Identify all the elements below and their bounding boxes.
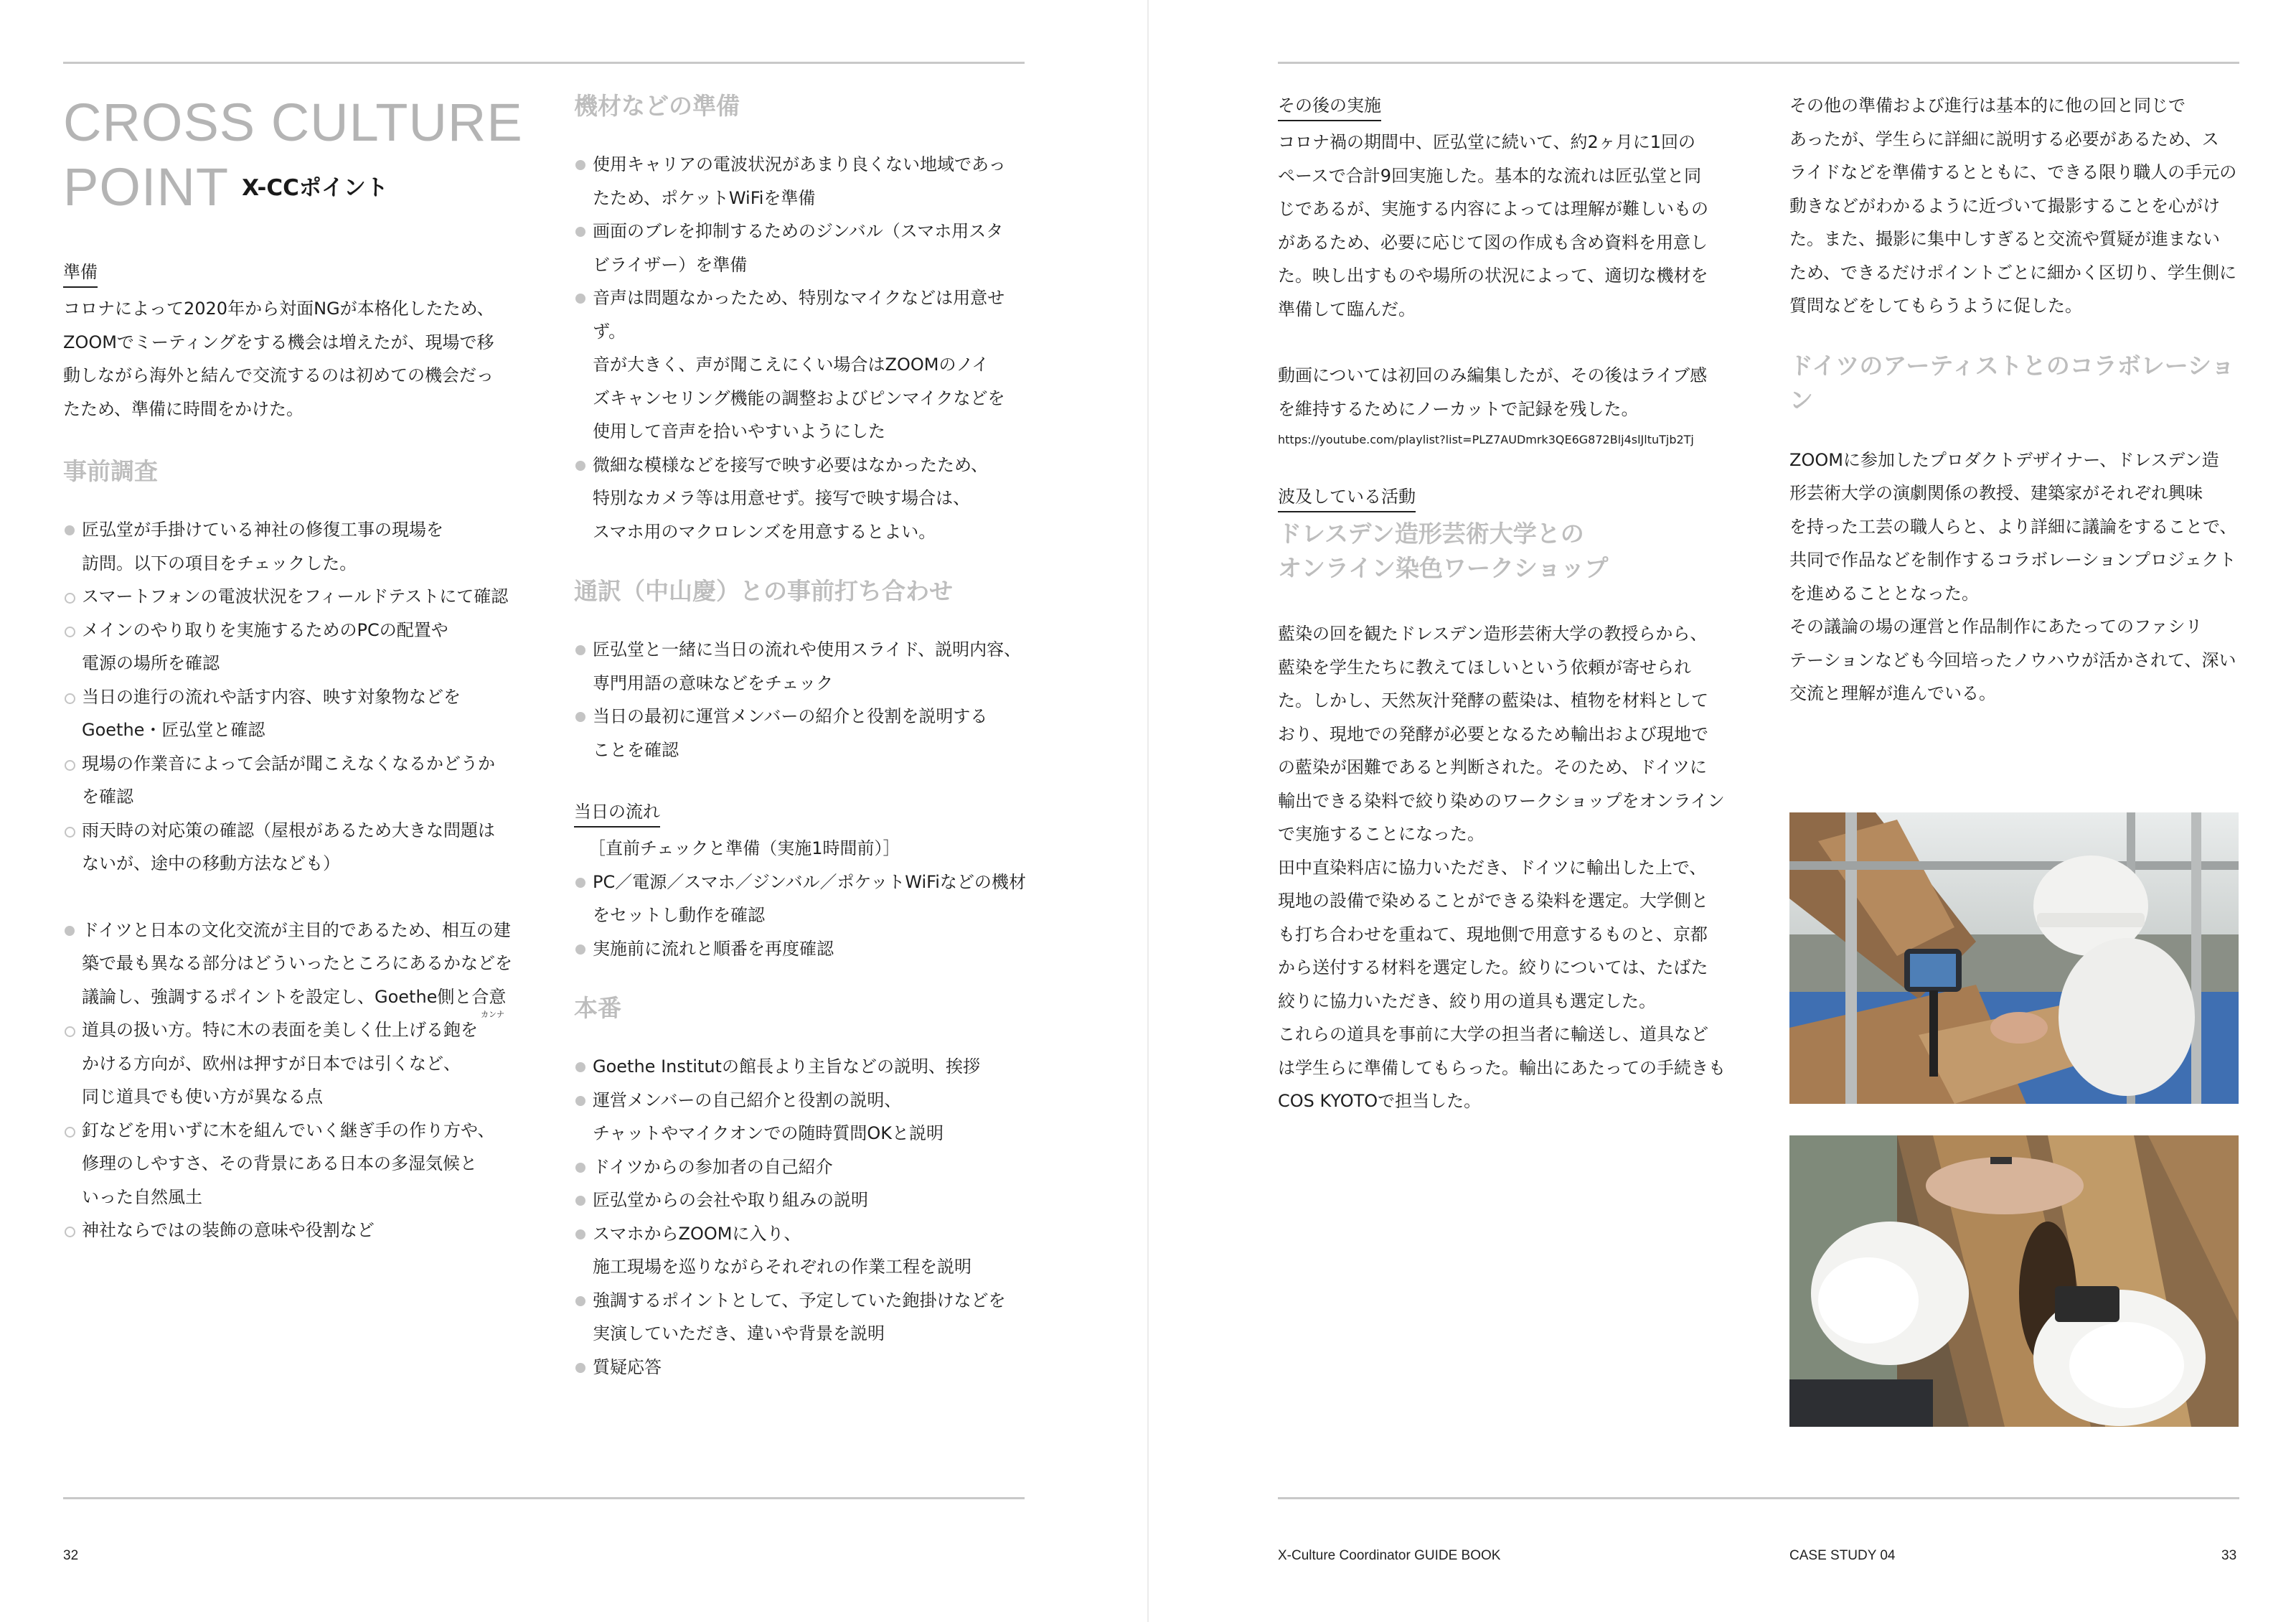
- text-line: おり、現地での発酵が必要となるため輸出および現地で: [1278, 723, 1708, 744]
- list-item: 現場の作業音によって会話が聞こえなくなるかどうか を確認: [63, 747, 522, 814]
- text-line: 藍染の回を観たドレスデン造形芸術大学の教授らから、: [1278, 624, 1708, 644]
- list-item: ドイツと日本の文化交流が主目的であるため、相互の建 築で最も異なる部分はどういったところにあるかなどを 議論し、強調するポイントを設定し、Goethe側と合意: [63, 914, 522, 1014]
- main-list: [574, 1050, 1033, 1384]
- survey-heading: 事前調査: [63, 457, 158, 485]
- text-line: た。また、撮影に集中しすぎると交流や質疑が進まない: [1789, 229, 2220, 249]
- collab-body: [1789, 444, 2249, 711]
- text-line: ライドなどを準備するとともに、できる限り職人の手元の: [1789, 162, 2237, 182]
- list-item: Goethe Institutの館長より主旨などの説明、挨拶: [574, 1050, 1033, 1084]
- photo-illustration: [1789, 1135, 2239, 1427]
- prep-heading: 準備: [63, 258, 98, 288]
- survey-list: [63, 513, 522, 881]
- interp-heading: 通訳（中山慶）との事前打ち合わせ: [574, 577, 953, 605]
- list-item: 匠弘堂が手掛けている神社の修復工事の現場を 訪問。以下の項目をチェックした。: [63, 513, 522, 580]
- prep-line: たため、準備に時間をかけた。: [63, 398, 304, 419]
- bottom-rule: [1278, 1497, 2239, 1499]
- text-line: その他の準備および進行は基本的に他の回と同じで: [1789, 95, 2186, 116]
- cross-culture-title: [63, 90, 523, 220]
- top-rule: [63, 62, 1025, 64]
- text-line: 共同で作品などを制作するコラボレーションプロジェクト: [1789, 550, 2236, 570]
- text-line: 準備して臨んだ。: [1278, 299, 1416, 319]
- text-line: で実施することになった。: [1278, 824, 1485, 844]
- dayflow-bracket: ［直前チェックと準備（実施1時間前）］: [588, 838, 900, 858]
- ripple-body: [1278, 617, 1737, 1118]
- scaffolding-photo: [1789, 812, 2239, 1104]
- text-line: があるため、必要に応じて図の作成も含め資料を用意し: [1278, 232, 1708, 253]
- dayflow-list: [574, 866, 1033, 966]
- text-line: た。しかし、天然灰汁発酵の藍染は、植物を材料として: [1278, 690, 1708, 711]
- list-item: 質疑応答: [574, 1351, 1033, 1384]
- equipment-list: [574, 148, 1033, 548]
- list-item: カンナ 道具の扱い方。特に木の表面を美しく仕上げる鉋を かける方向が、欧州は押すが日本では引くなど、 同じ道具でも使い方が異なる点: [63, 1013, 522, 1114]
- list-item: ドイツからの参加者の自己紹介: [574, 1150, 1033, 1184]
- left-page: [0, 0, 1147, 1622]
- text-line: から送付する材料を選定した。絞りについては、たばた: [1278, 957, 1708, 978]
- prep-line: コロナによって2020年から対面NGが本格化したため、: [63, 299, 494, 319]
- text-line: ペースで合計9回実施した。基本的な流れは匠弘堂と同: [1278, 165, 1702, 186]
- text-line: あったが、学生らに詳細に説明する必要があるため、ス: [1789, 128, 2219, 149]
- ripple-subheading-1: ドレスデン造形芸術大学との: [1278, 520, 1584, 548]
- left-column: [63, 256, 522, 1247]
- photo-illustration: [1789, 812, 2239, 1104]
- text-line: 動きなどがわかるように近づいて撮影することを心がけ: [1789, 195, 2220, 216]
- list-item: 神社ならではの装飾の意味や役割など: [63, 1214, 522, 1247]
- page-number: 32: [63, 1548, 79, 1563]
- title-jp: X-CCポイント: [242, 175, 388, 201]
- equipment-heading: 機材などの準備: [574, 92, 740, 120]
- text-line: これらの道具を事前に大学の担当者に輸送し、道具など: [1278, 1024, 1708, 1044]
- title-line-2: POINT: [63, 157, 230, 217]
- other-body: [1789, 89, 2249, 323]
- list-item: 音声は問題なかったため、特別なマイクなどは用意せず。 音が大きく、声が聞こえにくい場合はZOOMのノイ ズキャンセリング機能の調整およびピンマイクなどを 使用して音声を拾いやすいようにした: [574, 281, 1033, 449]
- page-number: 33: [2221, 1548, 2237, 1563]
- list-item: 匠弘堂と一緒に当日の流れや使用スライド、説明内容、 専門用語の意味などをチェック: [574, 633, 1033, 700]
- text-line: 藍染を学生たちに教えてほしいという依頼が寄せられ: [1278, 657, 1691, 678]
- list-item: スマホからZOOMに入り、 施工現場を巡りながらそれぞれの作業工程を説明: [574, 1217, 1033, 1284]
- bottom-rule: [63, 1497, 1025, 1499]
- text-line: 交流と理解が進んでいる。: [1789, 683, 1996, 703]
- text-line: テーションなども今回培ったノウハウが活かされて、深い: [1789, 650, 2236, 670]
- right-column: [1789, 89, 2249, 711]
- guidebook-footer: X-Culture Coordinator GUIDE BOOK: [1278, 1548, 1501, 1563]
- ripple-heading: 波及している活動: [1278, 482, 1416, 512]
- left-column: [1278, 89, 1737, 1118]
- list-item: 釘などを用いずに木を組んでいく継ぎ手の作り方や、 修理のしやすさ、その背景にある日本の多湿気候と いった自然風土: [63, 1114, 522, 1214]
- text-line: 質問などをしてもらうように促した。: [1789, 296, 2082, 316]
- case-study-footer: CASE STUDY 04: [1789, 1548, 1896, 1563]
- text-line: を持った工芸の職人らと、より詳細に議論をすることで、: [1789, 516, 2237, 537]
- list-item: 使用キャリアの電波状況があまり良くない地域であっ たため、ポケットWiFiを準備: [574, 148, 1033, 215]
- text-line: コロナ禍の期間中、匠弘堂に続いて、約2ヶ月に1回の: [1278, 132, 1696, 152]
- interp-list: [574, 633, 1033, 767]
- list-item: 匠弘堂からの会社や取り組みの説明: [574, 1183, 1033, 1217]
- list-item: スマートフォンの電波状況をフィールドテストにて確認: [63, 580, 522, 614]
- list-item: 当日の進行の流れや話す内容、映す対象物などを Goethe・匠弘堂と確認: [63, 680, 522, 747]
- dayflow-heading: 当日の流れ: [574, 797, 660, 828]
- text-line: じであるが、実施する内容によっては理解が難しいもの: [1278, 199, 1708, 219]
- prep-line: ZOOMでミーティングをする機会は増えたが、現場で移: [63, 332, 494, 352]
- right-page: [1149, 0, 2296, 1622]
- text-line: を維持するためにノーカットで記録を残した。: [1278, 398, 1639, 419]
- text-line: COS KYOTOで担当した。: [1278, 1091, 1482, 1111]
- text-line: 田中直染料店に協力いただき、ドイツに輸出した上で、: [1278, 857, 1707, 878]
- collab-heading: ドイツのアーティストとのコラボレーション: [1789, 351, 2235, 414]
- list-item: 当日の最初に運営メンバーの紹介と役割を説明する ことを確認: [574, 700, 1033, 767]
- ripple-subheading-2: オンライン染色ワークショップ: [1278, 554, 1609, 582]
- top-rule: [1278, 62, 2239, 64]
- right-column: [574, 89, 1033, 1384]
- prep-line: 動しながら海外と結んで交流するのは初めての機会だっ: [63, 365, 494, 385]
- playlist-link[interactable]: https://youtube.com/playlist?list=PLZ7AUDmrk3QE6G872Blj4slJltuTjb2Tj: [1278, 433, 1694, 446]
- list-item: PC／電源／スマホ／ジンバル／ポケットWiFiなどの機材 をセットし動作を確認: [574, 866, 1033, 932]
- survey-list-2: [63, 914, 522, 1247]
- text-line: も打ち合わせを重ねて、現地側で用意するものと、京都: [1278, 924, 1708, 944]
- text-line: 絞りに協力いただき、絞り用の道具も選定した。: [1278, 990, 1657, 1011]
- prep-body: [63, 292, 522, 426]
- ruby: カンナ: [481, 1010, 504, 1019]
- after-heading: その後の実施: [1278, 91, 1381, 121]
- list-item: 画面のブレを抑制するためのジンバル（スマホ用スタ ビライザー）を準備: [574, 215, 1033, 281]
- text-line: た。映し出すものや場所の状況によって、適切な機材を: [1278, 266, 1708, 286]
- list-item: 運営メンバーの自己紹介と役割の説明、 チャットやマイクオンでの随時質問OKと説明: [574, 1084, 1033, 1150]
- main-heading: 本番: [574, 994, 621, 1022]
- list-item: メインのやり取りを実施するためのPCの配置や 電源の場所を確認: [63, 614, 522, 680]
- text-line: ため、できるだけポイントごとに細かく区切り、学生側に: [1789, 262, 2237, 283]
- text-line: 動画については初回のみ編集したが、その後はライブ感: [1278, 365, 1708, 385]
- list-item: 微細な模様などを接写で映す必要はなかったため、 特別なカメラ等は用意せず。接写で映す場合は、 スマホ用のマクロレンズを用意するとよい。: [574, 449, 1033, 549]
- after-body: [1278, 126, 1737, 454]
- title-line-1: CROSS CULTURE: [63, 93, 523, 152]
- text-line: 輸出できる染料で絞り染めのワークショップをオンライン: [1278, 790, 1725, 811]
- text-line: 現地の設備で染めることができる染料を選定。大学側と: [1278, 891, 1708, 911]
- list-item: 雨天時の対応策の確認（屋根があるため大きな問題は ないが、途中の移動方法なども）: [63, 814, 522, 881]
- text-line: 形芸術大学の演劇関係の教授、建築家がそれぞれ興味: [1789, 483, 2203, 503]
- workshop-photo: [1789, 1135, 2239, 1427]
- text-line: を進めることとなった。: [1789, 583, 1979, 604]
- text-line: ZOOMに参加したプロダクトデザイナー、ドレスデン造: [1789, 449, 2219, 470]
- text-line: その議論の場の運営と作品制作にあたってのファシリ: [1789, 617, 2203, 637]
- text-line: の藍染が困難であると判断された。そのため、ドイツに: [1278, 757, 1707, 777]
- list-item: 強調するポイントとして、予定していた鉋掛けなどを 実演していただき、違いや背景を説明: [574, 1284, 1033, 1351]
- text-line: は学生らに準備してもらった。輸出にあたっての手続きも: [1278, 1057, 1726, 1078]
- list-item: 実施前に流れと順番を再度確認: [574, 932, 1033, 966]
